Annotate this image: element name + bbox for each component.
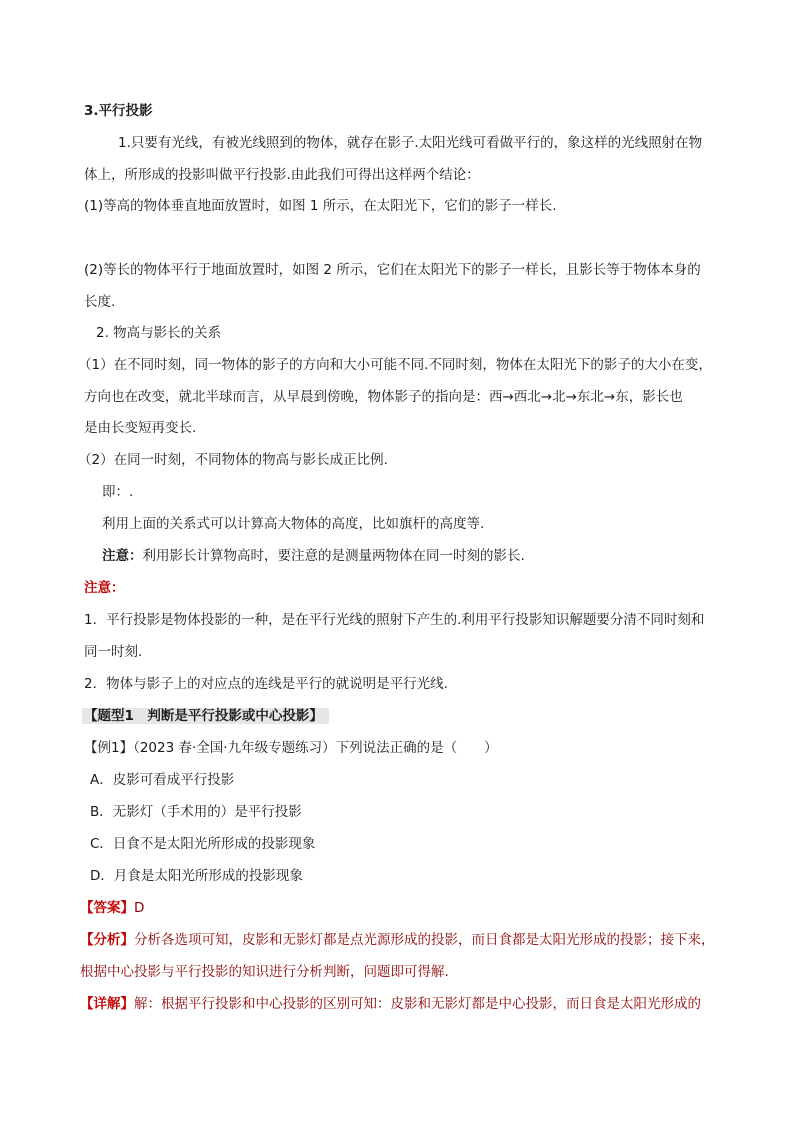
notice-1: 1．平行投影是物体投影的一种，是在平行光线的照射下产生的.利用平行投影知识解题要分清不同时刻和 [84,612,705,628]
detail-label: 【详解】 [80,996,134,1012]
option-a: A．皮影可看成平行投影 [90,772,235,788]
answer [80,898,144,918]
relation-use: 利用上面的关系式可以计算高大物体的高度，比如旗杆的高度等. [102,516,485,532]
relation-formula: 即：. [102,484,134,500]
option-d: D．月食是太阳光所形成的投影现象 [90,868,303,884]
example-label: 【例1】 [84,740,134,756]
relation-heading: 2. 物高与影长的关系 [96,325,222,341]
detail [80,994,701,1014]
paragraph-line: 1.只要有光线，有被光线照到的物体，就存在影子.太阳光线可看做平行的，象这样的光线照射在物 [118,135,703,151]
analysis-text: 分析各选项可知，皮影和无影灯都是点光源形成的投影，而日食都是太阳光形成的投影；接下来， [134,932,715,948]
option-b: B．无影灯（手术用的）是平行投影 [90,804,302,820]
topic-title [82,706,329,726]
note-text: 利用影长计算物高时，要注意的是测量两物体在同一时刻的影长. [142,548,525,564]
paragraph-line: 长度. [84,294,116,310]
analysis-line-2: 根据中心投影与平行投影的知识进行分析判断，问题即可得解. [80,964,449,980]
paragraph-line: 同一时刻. [84,644,143,660]
option-c: C．日食不是太阳光所形成的投影现象 [90,836,316,852]
paragraph-line: 方向也在改变，就北半球而言，从早晨到傍晚，物体影子的指向是：西→西北→北→东北→东，影长也 [84,389,683,405]
notice-label: 注意： [84,580,125,596]
example-stem [84,738,498,758]
detail-text: 解：根据平行投影和中心投影的区别可知：皮影和无影灯都是中心投影，而日食是太阳光形成的 [134,996,701,1012]
section-heading: 3.平行投影 [84,103,153,119]
notice-2: 2．物体与影子上的对应点的连线是平行的就说明是平行光线. [84,676,448,692]
analysis-label: 【分析】 [80,932,134,948]
topic-title-text: 【题型1 判断是平行投影或中心投影】 [82,708,329,724]
relation-2: （2）在同一时刻，不同物体的物高与影长成正比例. [78,452,388,468]
conclusion-1: (1)等高的物体垂直地面放置时，如图 1 所示，在太阳光下，它们的影子一样长. [84,198,557,214]
conclusion-2: (2)等长的物体平行于地面放置时，如图 2 所示，它们在太阳光下的影子一样长，且影长等于物体本身的 [84,262,701,278]
note-label: 注意： [102,548,143,564]
answer-label: 【答案】 [80,900,134,916]
paragraph-line: 体上，所形成的投影叫做平行投影.由此我们可得出这样两个结论： [84,167,480,183]
relation-note [102,546,525,566]
answer-value: D [134,900,145,916]
analysis [80,930,715,950]
paragraph-line: 是由长变短再变长. [84,420,197,436]
example-text: （2023 春·全国·九年级专题练习）下列说法正确的是（ ） [133,740,498,756]
relation-1: （1）在不同时刻，同一物体的影子的方向和大小可能不同.不同时刻，物体在太阳光下的影子的大小在变， [78,357,712,373]
